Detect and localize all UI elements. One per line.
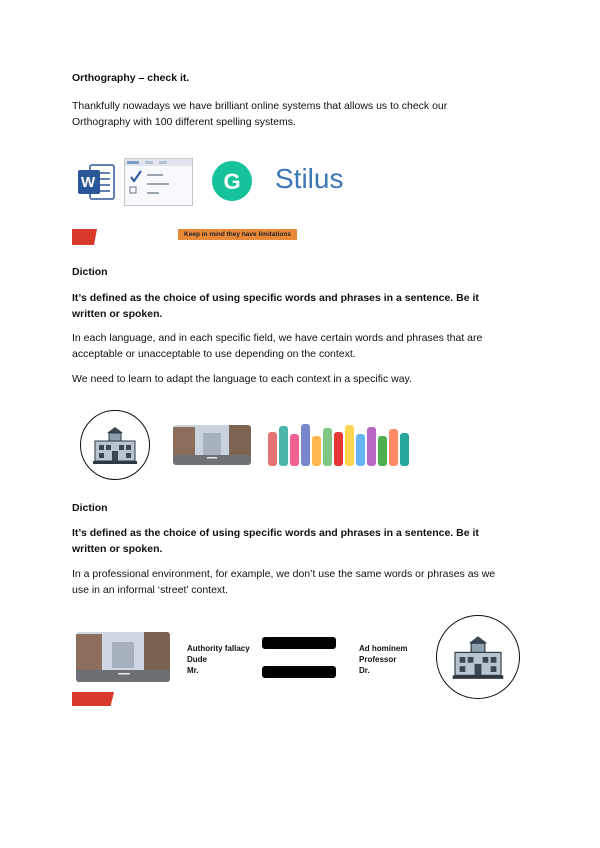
school-building-icon-2: [436, 615, 520, 699]
list-item: Mr.: [187, 666, 199, 675]
adapt-paragraph: We need to learn to adapt the language to each context in a specific way.: [72, 373, 412, 385]
spellcheck-screenshot-image: [124, 158, 193, 206]
diction-heading: Diction: [72, 266, 108, 278]
diction-definition-2: [72, 525, 542, 557]
equals-bar-top: [262, 637, 336, 649]
list-item: Dude: [187, 655, 207, 664]
paragraph-line: acceptable or unacceptable to use depending on the context.: [72, 348, 356, 360]
limitations-note: Keep in mind they have limitations: [178, 229, 297, 240]
grammarly-logo-icon: [212, 161, 252, 201]
diction-paragraph: [72, 330, 542, 362]
orthography-paragraph: [72, 98, 532, 130]
orthography-heading: Orthography – check it.: [72, 72, 190, 84]
red-marker-shape-2: [72, 692, 114, 706]
formal-words-list: [359, 643, 407, 676]
list-item: Professor: [359, 655, 397, 664]
paragraph-line: use in an informal ‘street’ context.: [72, 584, 229, 596]
paragraph-line: In each language, and in each specific field, we have certain words and phrases that are: [72, 332, 483, 344]
definition-line: written or spoken.: [72, 308, 163, 320]
definition-line: It’s defined as the choice of using specific words and phrases in a sentence. Be it: [72, 292, 479, 304]
city-street-photo: [173, 425, 251, 465]
word-logo-letter: W: [81, 174, 96, 191]
definition-line: written or spoken.: [72, 543, 163, 555]
paragraph-line: In a professional environment, for example, we don’t use the same words or phrases as we: [72, 568, 496, 580]
diction-heading-2: Diction: [72, 502, 108, 514]
paragraph-line: Orthography with 100 different spelling systems.: [72, 116, 296, 128]
diction-definition: [72, 290, 542, 322]
red-marker-shape: [72, 229, 97, 245]
equals-bar-bottom: [262, 666, 336, 678]
informal-words-list: [187, 643, 250, 676]
professional-paragraph: [72, 566, 552, 598]
school-building-icon: [80, 410, 150, 480]
list-item: Authority fallacy: [187, 644, 250, 653]
street-photo: [76, 632, 170, 682]
definition-line: It’s defined as the choice of using specific words and phrases in a sentence. Be it: [72, 527, 479, 539]
stilus-logo: Stilus: [275, 163, 344, 194]
word-logo-icon: [76, 163, 116, 201]
list-item: Dr.: [359, 666, 370, 675]
grammarly-logo-letter: G: [223, 169, 241, 194]
raised-hands-image: [266, 422, 414, 466]
paragraph-line: Thankfully nowadays we have brilliant online systems that allows us to check our: [72, 100, 448, 112]
list-item: Ad hominem: [359, 644, 408, 653]
